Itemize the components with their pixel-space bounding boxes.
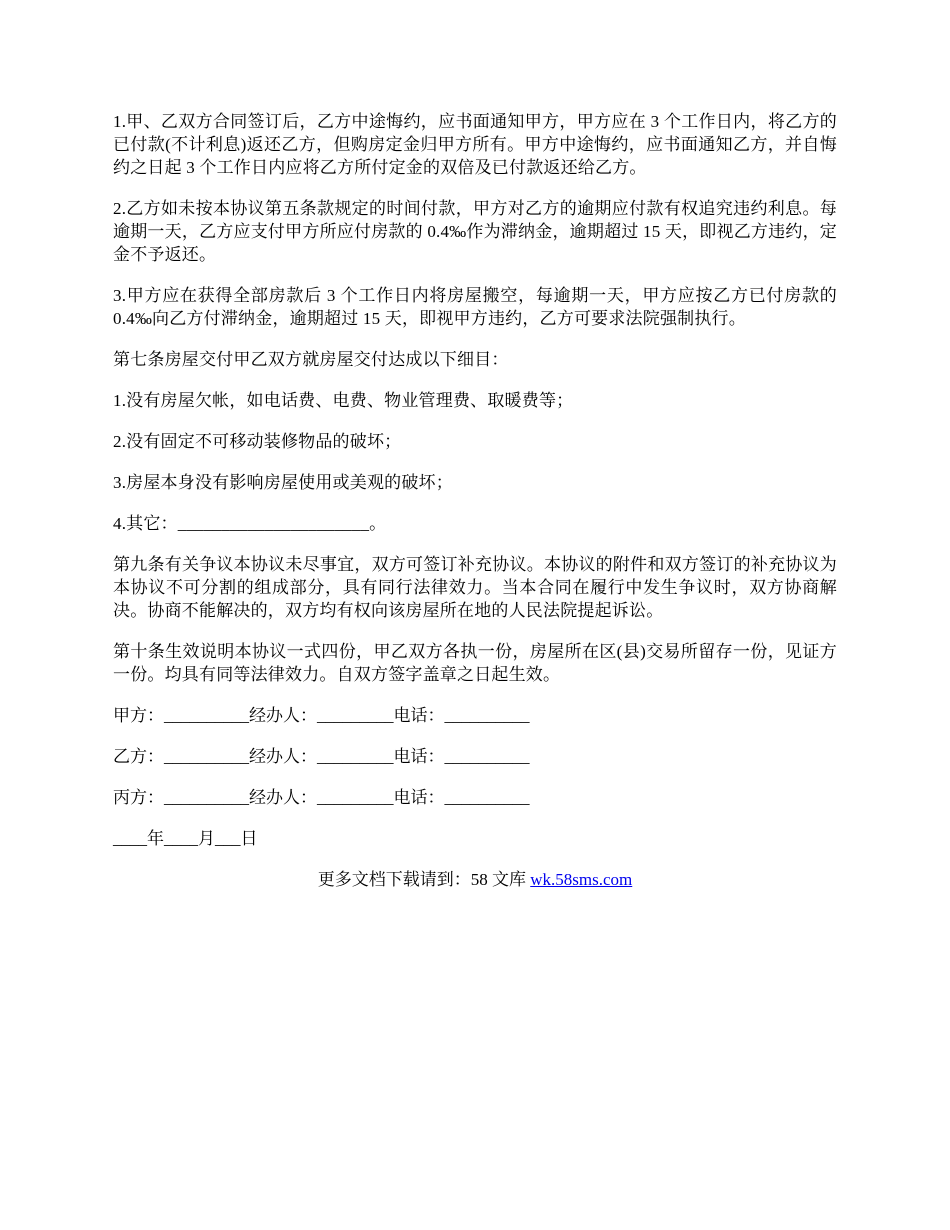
article-7-heading: 第七条房屋交付甲乙双方就房屋交付达成以下细目： bbox=[113, 350, 509, 369]
clause-3-paragraph: 3.甲方应在获得全部房款后 3 个工作日内将房屋搬空，每逾期一天，甲方应按乙方已付房款的 0.4‰向乙方付滞纳金，逾期超过 15 天，即视甲方违约，乙方可要求法院强制执行。 bbox=[113, 286, 837, 328]
signature-line-party-a: 甲方：__________经办人：_________电话：__________ bbox=[113, 706, 530, 725]
article-10-paragraph: 第十条生效说明本协议一式四份，甲乙双方各执一份，房屋所在区(县)交易所留存一份，见证方一份。均具有同等法律效力。自双方签字盖章之日起生效。 bbox=[113, 642, 837, 684]
clause-1-paragraph: 1.甲、乙双方合同签订后，乙方中途悔约，应书面通知甲方，甲方应在 3 个工作日内，将乙方的已付款(不计利息)返还乙方，但购房定金归甲方所有。甲方中途悔约，应书面通知乙方，并自悔约之日起 3 个工作日内应将乙方所付定金的双倍及已付款返还给乙方。 bbox=[113, 112, 837, 177]
footer bbox=[113, 868, 837, 891]
signature-line-party-b: 乙方：__________经办人：_________电话：__________ bbox=[113, 747, 530, 766]
delivery-item-3: 3.房屋本身没有影响房屋使用或美观的破坏； bbox=[113, 473, 453, 492]
delivery-item-2: 2.没有固定不可移动装修物品的破坏； bbox=[113, 432, 402, 451]
date-line: ____年____月___日 bbox=[113, 829, 258, 848]
signature-line-party-c: 丙方：__________经办人：_________电话：__________ bbox=[113, 788, 530, 807]
delivery-item-1: 1.没有房屋欠帐，如电话费、电费、物业管理费、取暖费等； bbox=[113, 391, 574, 410]
footer-link[interactable]: wk.58sms.com bbox=[530, 870, 633, 889]
footer-text: 更多文档下载请到：58 文库 bbox=[317, 870, 531, 889]
article-9-paragraph: 第九条有关争议本协议未尽事宜，双方可签订补充协议。本协议的附件和双方签订的补充协议为本协议不可分割的组成部分，具有同行法律效力。当本合同在履行中发生争议时，双方协商解决。协商不能解决的，双方均有权向该房屋所在地的人民法院提起诉讼。 bbox=[113, 555, 837, 620]
document-page bbox=[113, 110, 837, 908]
delivery-item-4: 4.其它：______________________。 bbox=[113, 514, 387, 533]
clause-2-paragraph: 2.乙方如未按本协议第五条款规定的时间付款，甲方对乙方的逾期应付款有权追究违约利息。每逾期一天，乙方应支付甲方所应付房款的 0.4‰作为滞纳金，逾期超过 15 天，即视乙方违约，定金不予返还。 bbox=[113, 199, 837, 264]
